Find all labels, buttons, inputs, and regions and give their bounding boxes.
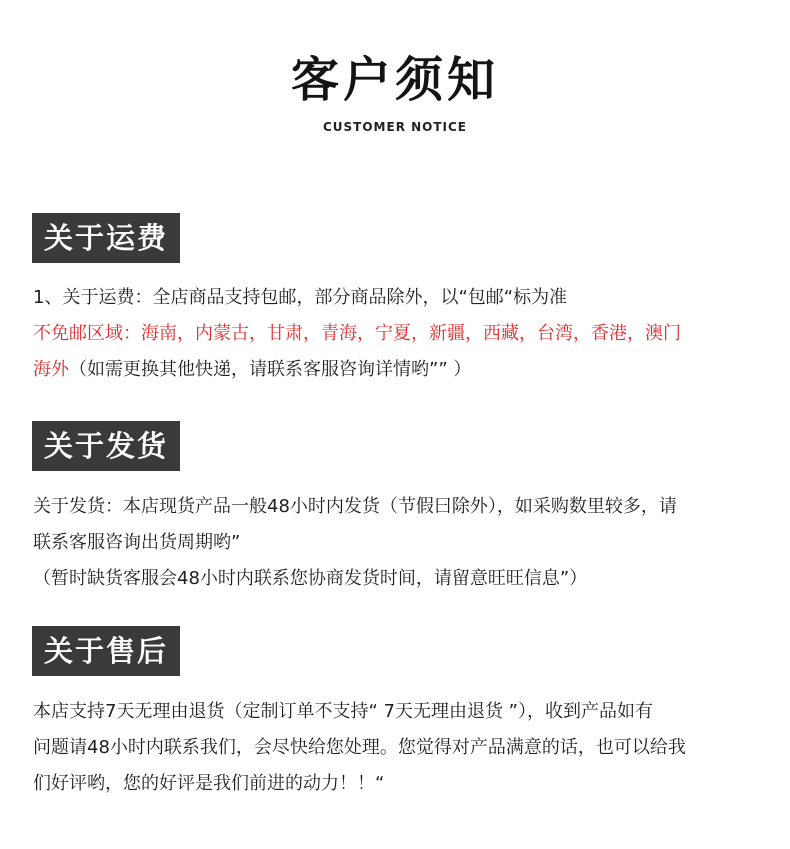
section-heading-after-sales: 关于售后 <box>32 626 180 676</box>
after-sales-line-1: 本店支持7天无理由退货（定制订单不支持“ 7天无理由退货 ”），收到产品如有 <box>33 701 653 722</box>
page-title: 客户须知 <box>290 52 499 108</box>
delivery-line-1: 关于发货：本店现货产品一般48小时内发货（节假曰除外），如采购数里较多，请 <box>33 496 677 517</box>
shipping-fee-note: （如需更换其他快递，请联系客服咨询详情哟”” ） <box>69 359 472 380</box>
page-subtitle: CUSTOMER NOTICE <box>322 120 468 134</box>
shipping-fee-line-3 <box>33 358 471 382</box>
shipping-fee-line-1: 1、关于运费：全店商品支持包邮，部分商品除外，以“包邮“标为准 <box>33 287 568 308</box>
shipping-fee-excluded-regions: 不免邮区域：海南，内蒙古，甘肃，青海，宁夏，新疆，西藏，台湾，香港，澳门 <box>33 323 681 344</box>
section-heading-delivery: 关于发货 <box>32 421 180 471</box>
after-sales-line-3: 们好评哟，您的好评是我们前进的动力！！“ <box>33 773 385 794</box>
delivery-line-3: （暂时缺货客服会48小时内联系您协商发货时间，请留意旺旺信息”） <box>33 568 588 589</box>
shipping-fee-overseas: 海外 <box>33 359 69 380</box>
after-sales-line-2: 问题请48小时内联系我们，会尽快给您处理。您觉得对产品满意的话，也可以给我 <box>33 737 686 758</box>
section-heading-shipping-fee: 关于运费 <box>32 213 180 263</box>
delivery-line-2: 联系客服咨询出货周期哟” <box>33 532 241 553</box>
